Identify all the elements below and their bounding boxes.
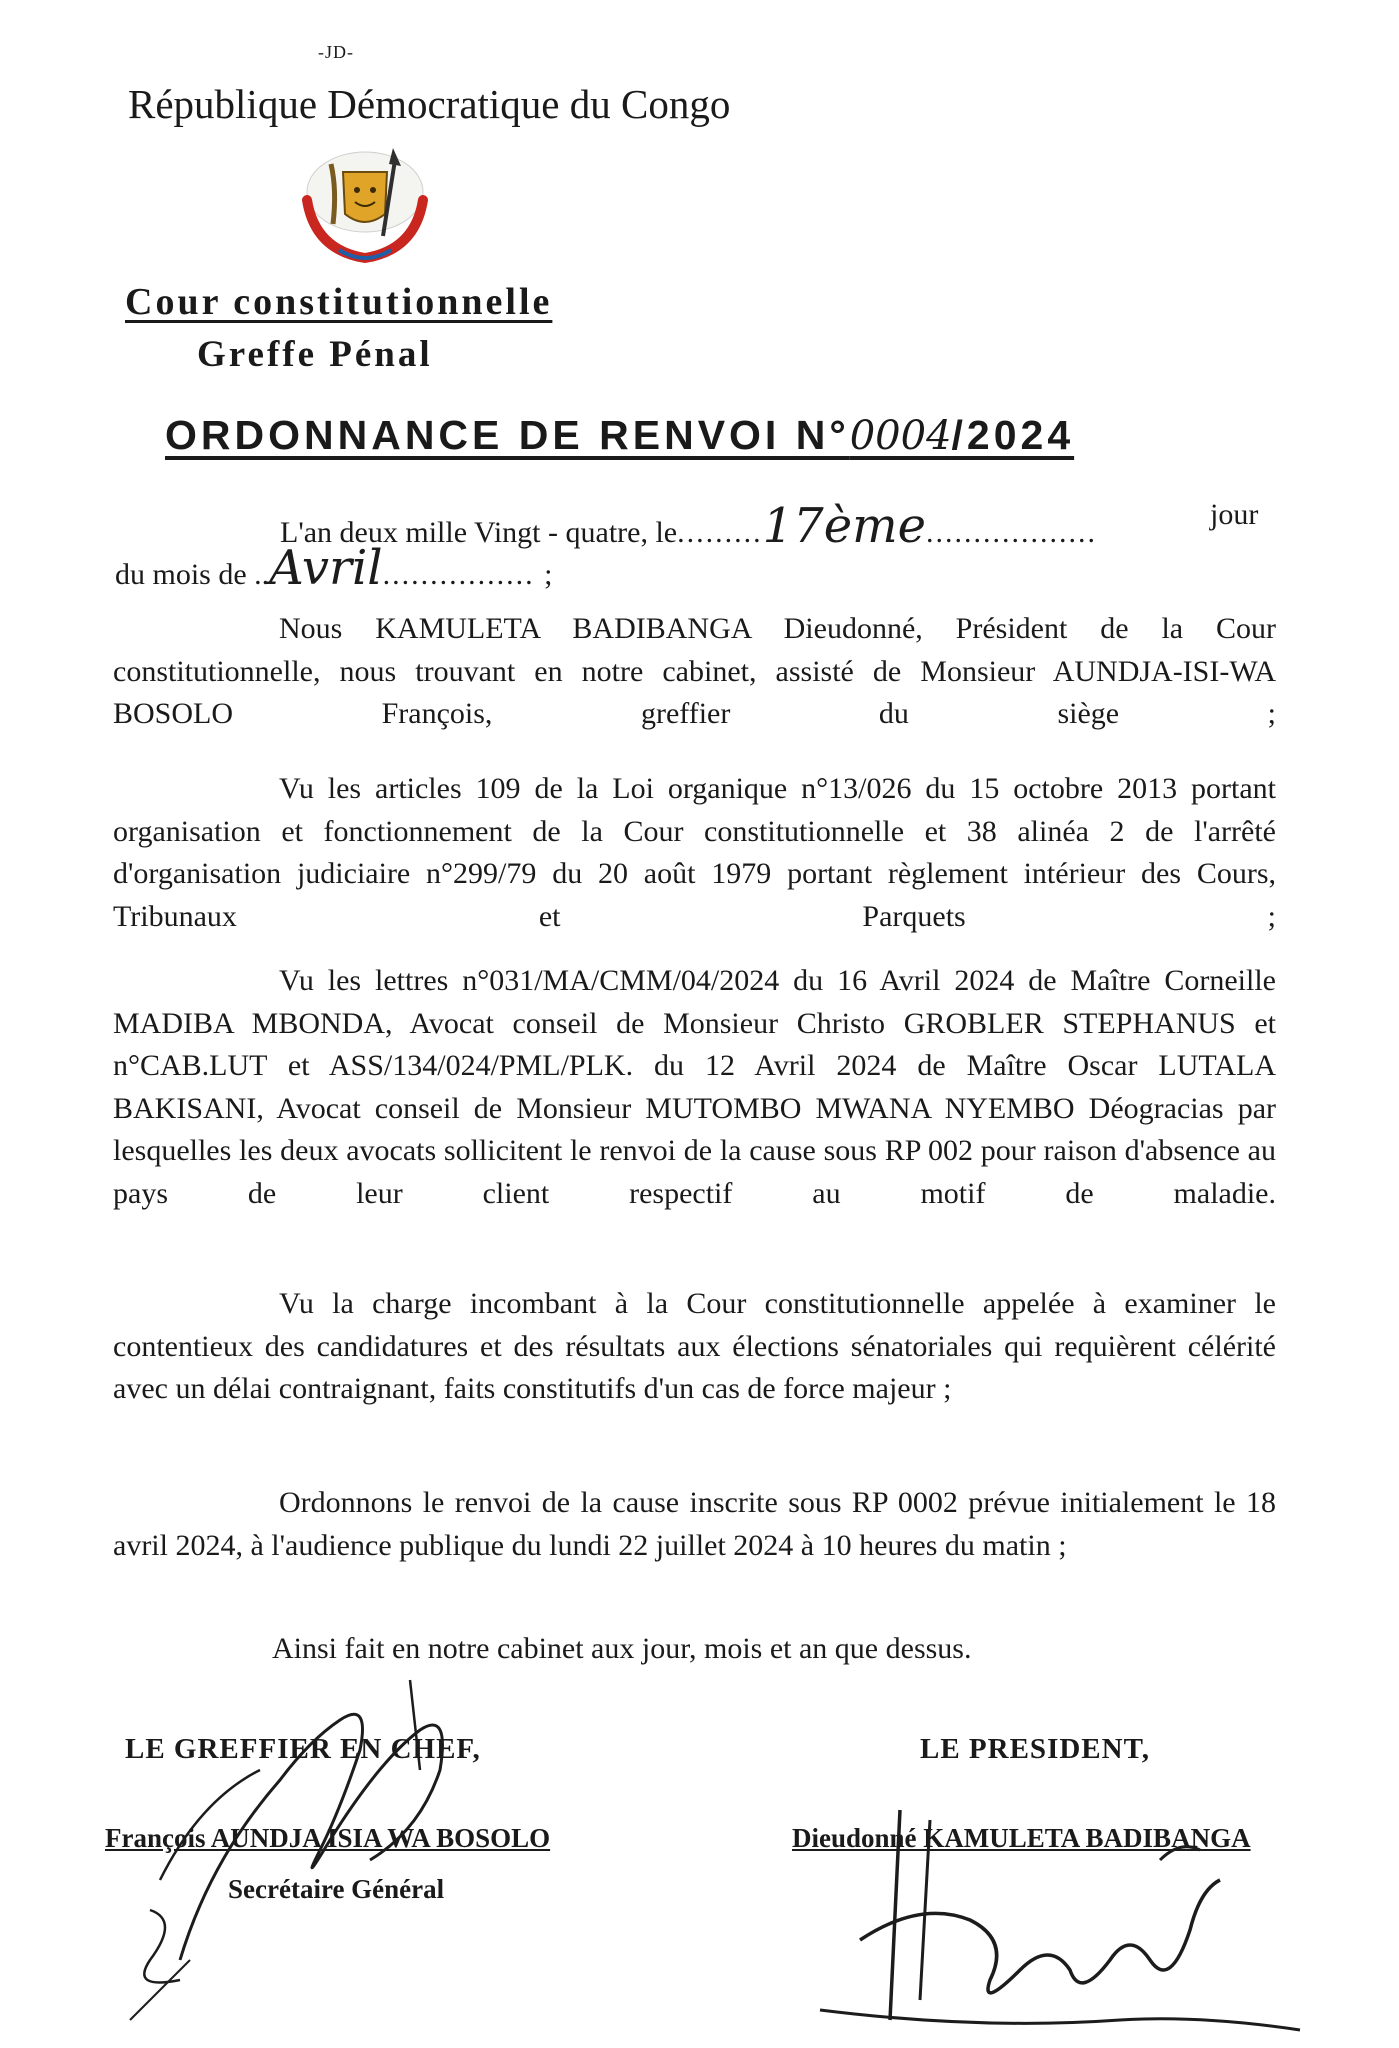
- ordinance-title: [165, 412, 1074, 459]
- title-prefix: ORDONNANCE DE RENVOI N°: [165, 412, 850, 458]
- drc-coat-of-arms-icon: [285, 140, 445, 280]
- paragraph-1: Nous KAMULETA BADIBANGA Dieudonné, Président de la Cour constitutionnelle, nous trouvant en notre cabinet, assisté de Monsieur AUNDJA-ISI-WA BOSOLO François, greffier du siège ;: [113, 612, 1276, 730]
- day-handwritten: 17ème: [762, 498, 927, 554]
- greffier-name: François AUNDJA ISIA WA BOSOLO: [105, 1823, 551, 1853]
- president-name: Dieudonné KAMULETA BADIBANGA: [792, 1823, 1251, 1853]
- registry-name: Greffe Pénal: [197, 334, 433, 375]
- top-mark: -JD-: [318, 42, 354, 62]
- date-text-3: du mois de: [115, 558, 247, 591]
- greffier-role: LE GREFFIER EN CHEF,: [125, 1733, 481, 1765]
- date-text-jour: jour: [1210, 498, 1259, 531]
- date-line-1: L'an deux mille Vingt - quatre, le.........17ème..................: [280, 498, 1098, 554]
- title-number-handwritten: 0004: [849, 413, 952, 459]
- greffier-title: Secrétaire Général: [228, 1874, 445, 1904]
- paragraph-3: Vu les lettres n°031/MA/CMM/04/2024 du 16 Avril 2024 de Maître Corneille MADIBA MBONDA, Avocat conseil de Monsieur Christo GROBLER STEPHANUS et n°CAB.LUT et ASS/134/024/PML/PLK. du 12 Avril 2024 de Maître Oscar LUTALA BAKISANI, Avocat conseil de Monsieur MUTOMBO MWANA NYEMBO Déogracias par lesquelles les deux avocats sollicitent le renvoi de la cause sous RP 002 pour raison d'absence au pays de leur client respectif au motif de maladie.: [113, 964, 1276, 1210]
- republic-name: République Démocratique du Congo: [128, 81, 731, 127]
- paragraph-5: Ordonnons le renvoi de la cause inscrite sous RP 0002 prévue initialement le 18 avril 2024, à l'audience publique du lundi 22 juillet 2024 à 10 heures du matin ;: [113, 1486, 1276, 1562]
- closing-line: Ainsi fait en notre cabinet aux jour, mois et an que dessus.: [272, 1632, 972, 1665]
- paragraph-4: Vu la charge incombant à la Cour constitutionnelle appelée à examiner le contentieux des candidatures et des résultats aux élections sénatoriales qui requièrent célérité avec un délai contraignant, faits constitutifs d'un cas de force majeur ;: [113, 1287, 1276, 1405]
- president-role: LE PRESIDENT,: [920, 1733, 1151, 1765]
- month-handwritten: Avril: [269, 540, 383, 596]
- date-text-1: L'an deux mille Vingt - quatre, le: [280, 516, 678, 549]
- paragraph-2: Vu les articles 109 de la Loi organique n°13/026 du 15 octobre 2013 portant organisation et fonctionnement de la Cour constitutionnelle et 38 alinéa 2 de l'arrêté d'organisation judiciaire n°299/79 du 20 août 1979 portant règlement intérieur des Cours, Tribunaux et Parquets ;: [113, 772, 1276, 933]
- greffier-signature-icon: [120, 1660, 540, 2040]
- court-name: Cour constitutionnelle: [125, 281, 553, 323]
- president-signature-icon: [780, 1780, 1340, 2048]
- title-suffix: /2024: [951, 412, 1075, 458]
- date-line-2: du mois de ..Avril................ ;: [115, 540, 553, 596]
- date-text-4: ;: [544, 558, 553, 591]
